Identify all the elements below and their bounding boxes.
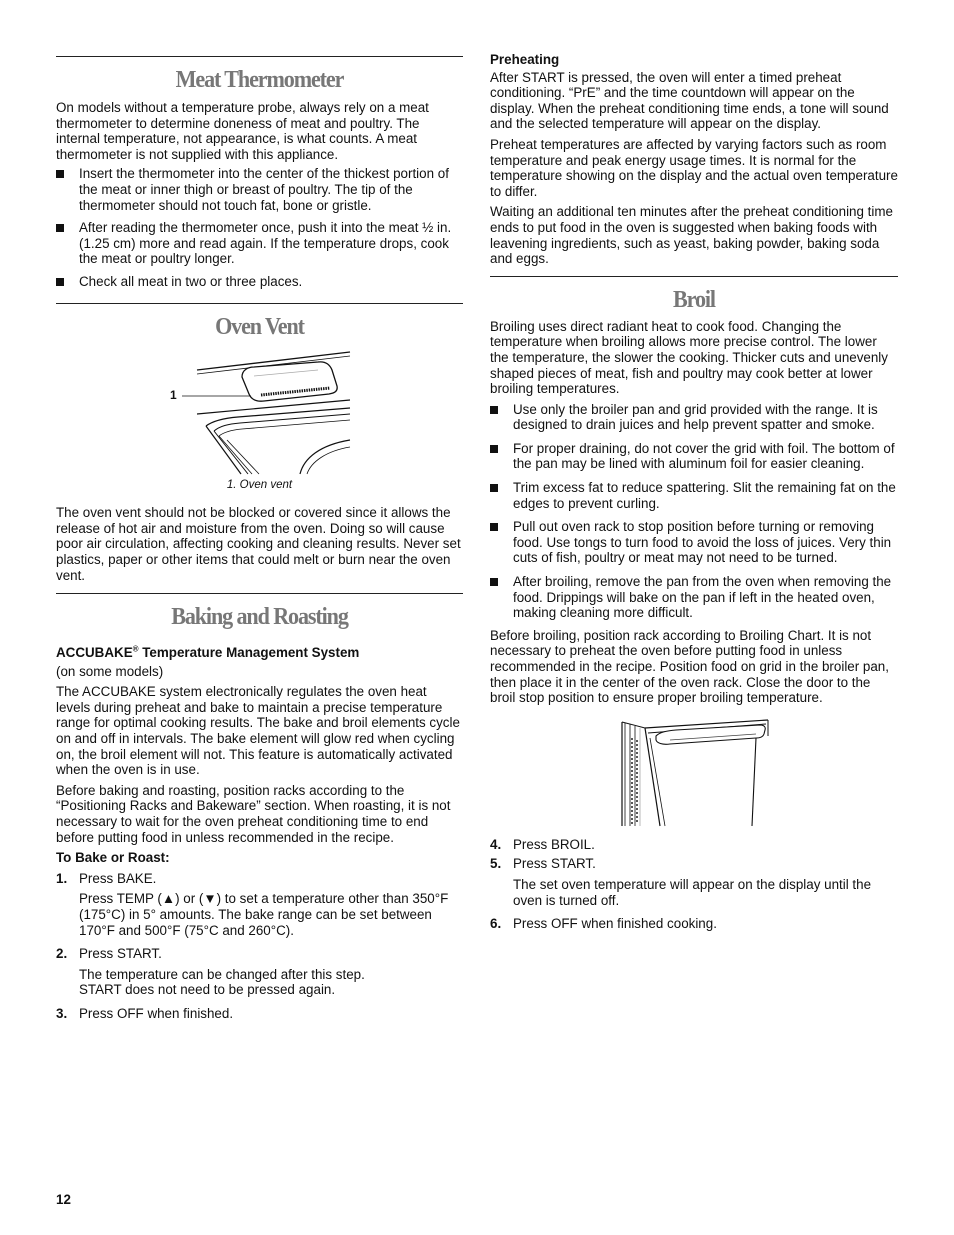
accubake-name: ACCUBAKE	[56, 645, 133, 661]
accubake-description: The ACCUBAKE system electronically regulates the oven heat levels during preheat and bake to maintain a precise temperature range for optimal cooking results. The bake and broil elements cycle on and off in intervals. The bake element will glow red when cycling on, the broil element will not. This feature is automatically activated when the oven is in use.	[56, 684, 460, 778]
step-item	[56, 946, 463, 998]
bullet-text: Insert the thermometer into the center of the thickest portion of the meat or inner thigh or breast of poultry. The tip of the thermometer should not touch fat, bone or gristle.	[79, 166, 449, 213]
bullet-square-icon	[490, 578, 498, 586]
page-number: 12	[56, 1192, 71, 1207]
oven-vent-caption: 1. Oven vent	[226, 478, 293, 491]
right-column	[490, 52, 898, 932]
meat-thermometer-bullets	[56, 166, 463, 289]
bullet-square-icon	[490, 406, 498, 414]
section-divider	[56, 593, 463, 594]
bullet-square-icon	[490, 445, 498, 453]
step-detail: The temperature can be changed after this step. START does not need to be pressed again.	[79, 966, 365, 998]
list-item	[490, 441, 898, 472]
callout-number: 1	[170, 387, 177, 402]
broil-intro: Broiling uses direct radiant heat to cook food. Changing the temperature when broiling allows more precise control. The lower the temperature, the slower the cooking. Thicker cuts and unevenly shaped pieces of meat, fish and poultry may cook better at lower broiling temperatures.	[490, 318, 888, 397]
step-text: Press START.	[513, 856, 596, 872]
broil-door-illustration	[490, 716, 898, 828]
step-number: 1.	[56, 870, 68, 886]
bullet-text: After broiling, remove the pan from the oven when removing the food. Drippings will bake on the pan if left in the heated oven, making cleaning more difficult.	[513, 574, 892, 621]
models-note: (on some models)	[56, 663, 164, 679]
oven-vent-text: The oven vent should not be blocked or covered since it allows the release of hot air and moisture from the oven. Doing so will cause poor air circulation, affecting cooking and cleaning results. Never set plastics, paper or other items that could melt or burn near the oven vent.	[56, 505, 461, 583]
list-item	[490, 519, 898, 566]
accubake-subtitle: Temperature Management System	[138, 645, 360, 661]
section-divider	[56, 303, 463, 304]
section-divider	[56, 56, 463, 57]
oven-door-diagram	[490, 716, 898, 828]
bullet-square-icon	[490, 484, 498, 492]
step-number: 3.	[56, 1005, 68, 1021]
step-detail: Press TEMP (▲) or (▼) to set a temperature other than 350°F (175°C) in 5° amounts. The bake range can be set between 170°F and 500°F (75°C and 260°C).	[79, 891, 449, 938]
preheating-heading: Preheating	[490, 52, 560, 67]
bullet-square-icon	[56, 224, 64, 232]
preheating-p3: Waiting an additional ten minutes after the preheat conditioning time ends to put food in the oven is suggested when baking foods with leavening ingredients, such as yeast, baking powder, baking soda and eggs.	[490, 204, 893, 267]
broil-steps	[490, 837, 898, 932]
steps-heading: To Bake or Roast:	[56, 850, 170, 866]
baking-roasting-heading: Baking and Roasting	[171, 604, 348, 631]
bake-steps	[56, 871, 463, 1022]
step-text: Press BAKE.	[79, 870, 157, 886]
bullet-square-icon	[56, 278, 64, 286]
meat-thermometer-intro: On models without a temperature probe, always rely on a meat thermometer to determine doneness of meat and poultry. The internal temperature, not appearance, is what counts. A meat thermometer is not supplied with this appliance.	[56, 100, 429, 162]
step-number: 4.	[490, 836, 502, 852]
step-number: 6.	[490, 916, 502, 932]
step-number: 5.	[490, 856, 502, 872]
list-item	[56, 274, 463, 290]
section-divider	[490, 276, 898, 277]
bullet-square-icon	[490, 523, 498, 531]
racks-paragraph: Before baking and roasting, position racks according to the “Positioning Racks and Bakeware” section. When roasting, it is not necessary to wait for the oven preheat conditioning time to end before putting food in unless recommended in the recipe.	[56, 782, 451, 845]
bullet-text: Pull out oven rack to stop position before turning or removing food. Use tongs to turn food to avoid the loss of juices. Very thin cuts of fish, poultry or meat may not need to be turned.	[513, 519, 892, 566]
bullet-text: Trim excess fat to reduce spattering. Slit the remaining fat on the edges to prevent curling.	[513, 480, 896, 511]
bullet-text: Use only the broiler pan and grid provided with the range. It is designed to drain juices and help prevent spatter and smoke.	[513, 401, 878, 433]
list-item	[56, 166, 463, 213]
meat-thermometer-heading: Meat Thermometer	[175, 67, 344, 93]
broil-positioning-paragraph: Before broiling, position rack according to Broiling Chart. It is not necessary to preheat the oven before putting food in unless recommended in the recipe. Position food on grid in the broiler pan, then place it in the center of the oven rack. Close the door to the broil stop position to ensure proper broiling temperature.	[490, 627, 889, 706]
left-column	[56, 56, 463, 1022]
list-item	[56, 220, 463, 267]
bullet-square-icon	[56, 170, 64, 178]
step-item	[56, 1006, 463, 1022]
preheating-p2: Preheat temperatures are affected by varying factors such as room temperature and peak energy usage times. It is normal for the temperature showing on the display and the actual oven temperature to differ.	[490, 136, 898, 199]
registered-mark: ®	[132, 644, 139, 654]
bullet-text: After reading the thermometer once, push it into the meat ½ in. (1.25 cm) more and read again. If the temperature drops, cook the meat or poultry longer.	[79, 220, 452, 267]
step-text: Press OFF when finished cooking.	[513, 916, 717, 932]
list-item	[490, 402, 898, 433]
broil-bullets	[490, 402, 898, 621]
oven-vent-illustration	[56, 350, 463, 476]
oven-vent-diagram	[56, 350, 463, 476]
step-text: Press START.	[79, 946, 162, 962]
preheating-p1: After START is pressed, the oven will enter a timed preheat conditioning. “PrE” and the time countdown will appear on the display. When the preheat conditioning time ends, a tone will sound and the selected temperature will appear on the display.	[490, 69, 889, 132]
broil-heading: Broil	[673, 286, 715, 313]
list-item	[490, 574, 898, 621]
list-item	[490, 480, 898, 511]
bullet-text: For proper draining, do not cover the grid with foil. The bottom of the pan may be lined with aluminum foil for easier cleaning.	[513, 440, 895, 472]
step-item	[56, 871, 463, 938]
step-number: 2.	[56, 946, 68, 962]
step-item	[490, 856, 898, 908]
step-item	[490, 916, 898, 932]
step-text: Press BROIL.	[513, 836, 595, 852]
accubake-heading	[56, 645, 463, 661]
bullet-text: Check all meat in two or three places.	[79, 273, 303, 289]
step-detail: The set oven temperature will appear on the display until the oven is turned off.	[513, 876, 872, 908]
step-item	[490, 837, 898, 853]
oven-vent-heading: Oven Vent	[215, 313, 304, 340]
step-text: Press OFF when finished.	[79, 1005, 234, 1021]
